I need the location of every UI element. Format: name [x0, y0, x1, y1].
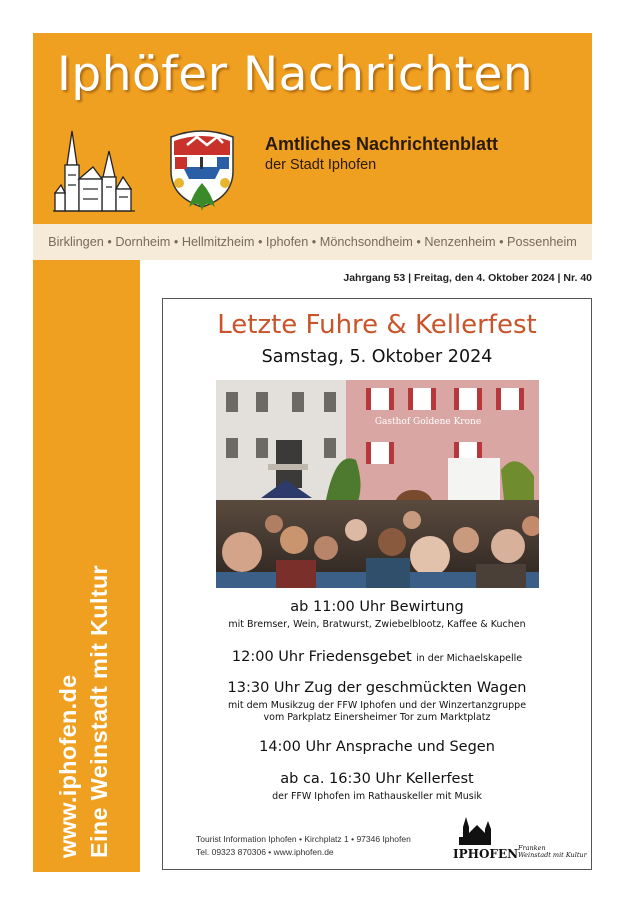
- poster-phone-web: Tel. 09323 870306 • www.iphofen.de: [196, 847, 334, 857]
- masthead: [33, 33, 592, 224]
- event-5-main: ab ca. 16:30 Uhr Kellerfest: [280, 771, 474, 787]
- sidebar-url: www.iphofen.de: [55, 674, 81, 858]
- festival-photo: [216, 380, 539, 588]
- brand-tagline-2: Weinstadt mit Kultur: [518, 851, 587, 859]
- brand-tagline: [518, 845, 587, 859]
- sidebar-vertical-text: [53, 565, 115, 858]
- brand-wordmark: IPHOFEN: [453, 847, 519, 861]
- event-poster: [162, 298, 592, 870]
- masthead-subtitle: Amtliches Nachrichtenblatt: [265, 134, 499, 154]
- event-2: [163, 648, 591, 666]
- event-3-route: vom Parkplatz Einersheimer Tor zum Marktplatz: [263, 712, 491, 723]
- poster-address: Tourist Information Iphofen • Kirchplatz 1 • 97346 Iphofen: [196, 834, 411, 844]
- event-5-detail: der FFW Iphofen im Rathauskeller mit Musik: [272, 791, 482, 802]
- brand-tagline-1: Franken: [518, 844, 546, 852]
- event-3-detail: mit dem Musikzug der FFW Iphofen und der Winzertanzgruppe: [227, 700, 527, 711]
- church-logo-icon: [53, 129, 135, 215]
- event-2-location: in der Michaelskapelle: [416, 653, 523, 664]
- coat-of-arms-icon: [163, 127, 241, 213]
- districts-bar: Birklingen • Dornheim • Hellmitzheim • Iphofen • Mönchsondheim • Nenzenheim • Possenheim: [33, 224, 592, 260]
- poster-title: Letzte Fuhre & Kellerfest: [217, 310, 537, 340]
- poster-date: Samstag, 5. Oktober 2024: [261, 347, 493, 367]
- event-2-main: 12:00 Uhr Friedensgebet: [231, 649, 412, 665]
- event-4-main: 14:00 Uhr Ansprache und Segen: [259, 739, 495, 755]
- sidebar-slogan: Eine Weinstadt mit Kultur: [86, 565, 112, 858]
- issue-info: Jahrgang 53 | Freitag, den 4. Oktober 2024 | Nr. 40: [343, 272, 592, 284]
- event-1-detail: mit Bremser, Wein, Bratwurst, Zwiebelblootz, Kaffee & Kuchen: [228, 619, 526, 630]
- event-1-main: ab 11:00 Uhr Bewirtung: [290, 599, 464, 615]
- iphofen-brand-icon: [455, 815, 515, 847]
- photo-sign-text: Gasthof Goldene Krone: [374, 417, 482, 427]
- event-3-main: 13:30 Uhr Zug der geschmückten Wagen: [227, 680, 527, 696]
- newspaper-title: Iphöfer Nachrichten: [57, 47, 534, 102]
- poster-contact: [196, 833, 411, 859]
- masthead-city-line: der Stadt Iphofen: [265, 157, 377, 173]
